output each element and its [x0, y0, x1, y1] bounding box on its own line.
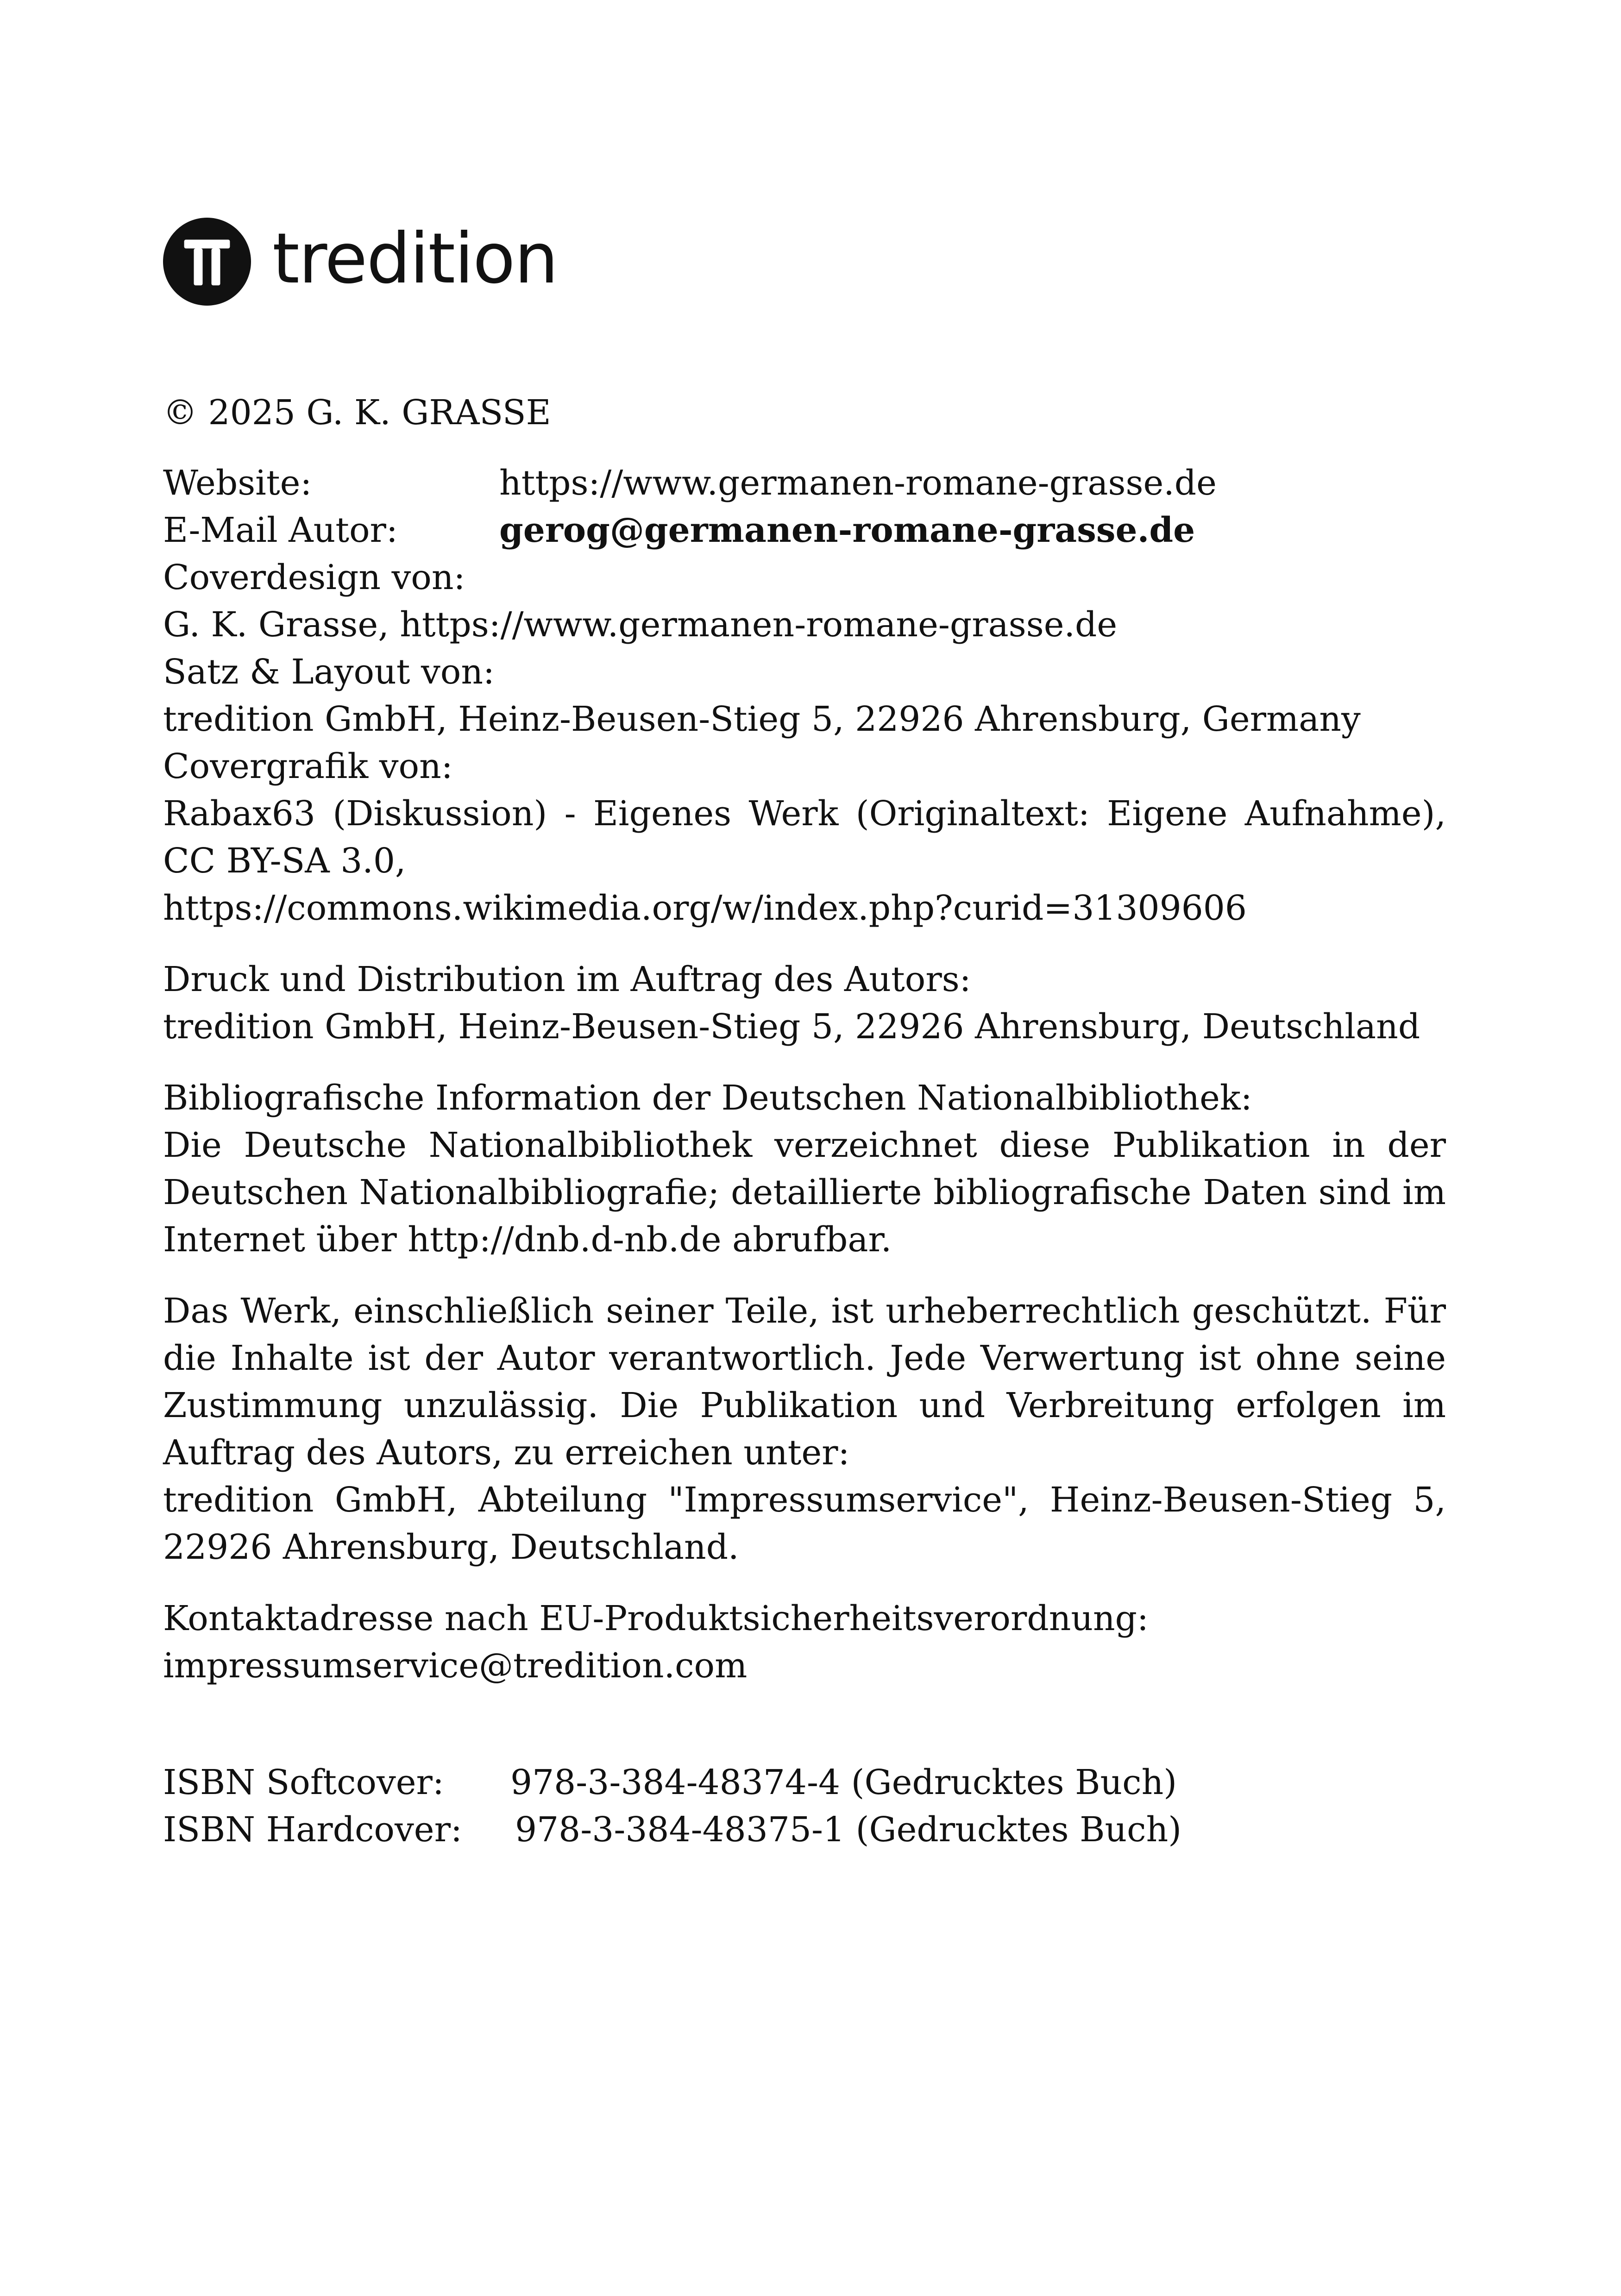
satz-label: Satz & Layout von: [163, 652, 495, 692]
isbn-softcover-label: ISBN Softcover: [163, 1763, 444, 1802]
website-label: Website: [163, 463, 312, 503]
email-label: E-Mail Autor: [163, 510, 398, 550]
rechte-line-3: Zustimmung unzulässig. Die Publikation und Verbreitung erfolgen im [163, 1386, 1446, 1425]
coverdesign-value: G. K. Grasse, https://www.germanen-romane-grasse.de [163, 605, 1118, 645]
isbn-hardcover-row [163, 1806, 1446, 1853]
tredition-logo-icon [163, 218, 251, 306]
kontakt-email[interactable]: impressumservice@tredition.com [163, 1646, 748, 1686]
logo-wordmark: tredition [272, 219, 558, 299]
rechte-line-4: Auftrag des Autors, zu erreichen unter: [163, 1433, 850, 1473]
isbn-softcover-value: 978-3-384-48374-4 (Gedrucktes Buch) [510, 1763, 1177, 1802]
kontakt-heading: Kontaktadresse nach EU-Produktsicherheitsverordnung: [163, 1599, 1149, 1638]
isbn-softcover-row [163, 1759, 1446, 1806]
bibliografie-heading: Bibliografische Information der Deutschen Nationalbibliothek: [163, 1078, 1252, 1118]
satz-value: tredition GmbH, Heinz-Beusen-Stieg 5, 22926 Ahrensburg, Germany [163, 699, 1361, 739]
covergrafik-label: Covergrafik von: [163, 747, 453, 786]
covergrafik-line-1: Rabax63 (Diskussion) - Eigenes Werk (Originaltext: Eigene Aufnahme), [163, 794, 1446, 834]
bibliografie-line-4: Internet über http://dnb.d-nb.de abrufbar. [163, 1220, 892, 1260]
covergrafik-link[interactable]: https://commons.wikimedia.org/w/index.php?curid=31309606 [163, 888, 1247, 928]
email-link[interactable]: gerog@germanen-romane-grasse.de [499, 510, 1195, 550]
bibliografie-line-2: Die Deutsche Nationalbibliothek verzeichnet diese Publikation in der [163, 1125, 1446, 1165]
website-row [163, 459, 1446, 507]
publisher-logo [163, 218, 558, 306]
rechte-line-5: tredition GmbH, Abteilung "Impressumservice", Heinz-Beusen-Stieg 5, [163, 1480, 1446, 1520]
druck-line-1: Druck und Distribution im Auftrag des Autors: [163, 960, 971, 999]
copyright-line: © 2025 G. K. GRASSE [163, 393, 551, 433]
coverdesign-label: Coverdesign von: [163, 558, 465, 597]
covergrafik-line-2: CC BY-SA 3.0, [163, 841, 406, 881]
rechte-line-2: die Inhalte ist der Autor verantwortlich. Jede Verwertung ist ohne seine [163, 1338, 1446, 1378]
email-row [163, 507, 1446, 554]
imprint-text [163, 389, 1446, 1853]
isbn-hardcover-label: ISBN Hardcover: [163, 1810, 462, 1850]
website-link[interactable]: https://www.germanen-romane-grasse.de [499, 463, 1217, 503]
isbn-hardcover-value: 978-3-384-48375-1 (Gedrucktes Buch) [515, 1810, 1182, 1850]
rechte-line-1: Das Werk, einschließlich seiner Teile, ist urheberrechtlich geschützt. Für [163, 1291, 1446, 1331]
druck-line-2: tredition GmbH, Heinz-Beusen-Stieg 5, 22926 Ahrensburg, Deutschland [163, 1007, 1420, 1047]
bibliografie-line-3: Deutschen Nationalbibliografie; detaillierte bibliografische Daten sind im [163, 1173, 1446, 1212]
rechte-line-6: 22926 Ahrensburg, Deutschland. [163, 1527, 739, 1567]
